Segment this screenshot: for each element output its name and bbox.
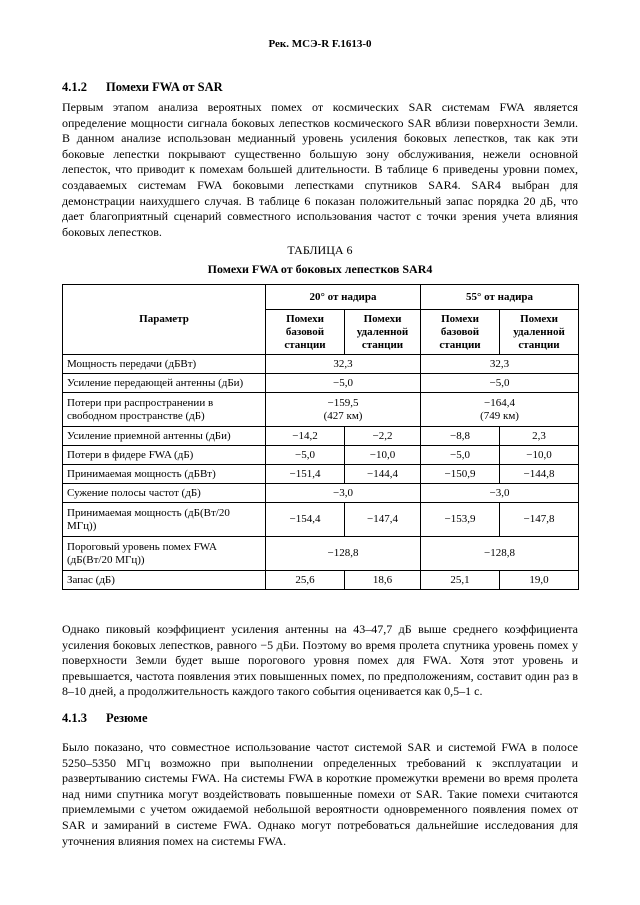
table-row <box>63 537 579 571</box>
cell-value: −8,8 <box>421 427 500 446</box>
cell-value <box>266 393 421 427</box>
cell-value: −147,4 <box>345 503 421 537</box>
cell-value: −10,0 <box>345 446 421 465</box>
section-heading-4-1-3 <box>62 711 148 726</box>
table-row <box>63 374 579 393</box>
sub-header-base: Помехи базовой станции <box>266 310 345 355</box>
table-label: ТАБЛИЦА 6 <box>287 243 353 257</box>
cell-value: −2,2 <box>345 427 421 446</box>
paragraph-peak-gain: Однако пиковый коэффициент усиления антенны на 43–47,7 дБ выше среднего коэффициента усиления боковых лепестков, равного −5 дБи. Поэтому во время пролета спутника уровень помех у поверхности Земли будет выше порогового уровня помех для FWA. Хотя этот уровень и превышается, частота появления этих повышенных помех, по предположениям, составит один раз в 8–10 дней, а продолжительность каждого такого события оценивается как 0,5–1 с. <box>62 622 578 699</box>
table-row <box>63 393 579 427</box>
table-row <box>63 355 579 374</box>
cell-value: 25,6 <box>266 571 345 590</box>
cell-value: 18,6 <box>345 571 421 590</box>
cell-value: −14,2 <box>266 427 345 446</box>
table-row <box>63 465 579 484</box>
cell-value: −5,0 <box>421 374 579 393</box>
cell-value <box>421 393 579 427</box>
cell-value: 2,3 <box>500 427 579 446</box>
cell-value: −144,8 <box>500 465 579 484</box>
table-row <box>63 484 579 503</box>
cell-value: −5,0 <box>266 374 421 393</box>
cell-value: −10,0 <box>500 446 579 465</box>
row-param: Принимаемая мощность (дБ(Вт/20 МГц)) <box>63 503 266 537</box>
cell-value: −154,4 <box>266 503 345 537</box>
table-row <box>63 446 579 465</box>
cell-value: 19,0 <box>500 571 579 590</box>
row-param: Усиление приемной антенны (дБи) <box>63 427 266 446</box>
cell-value: −5,0 <box>421 446 500 465</box>
row-param: Принимаемая мощность (дБВт) <box>63 465 266 484</box>
row-param: Потери в фидере FWA (дБ) <box>63 446 266 465</box>
cell-value: −153,9 <box>421 503 500 537</box>
table-row <box>63 503 579 537</box>
running-header: Рек. МСЭ-R F.1613-0 <box>268 38 372 50</box>
cell-value: −3,0 <box>421 484 579 503</box>
table-row <box>63 571 579 590</box>
cell-value: −144,4 <box>345 465 421 484</box>
cell-value: 32,3 <box>421 355 579 374</box>
sub-header-remote: Помехи удаленной станции <box>345 310 421 355</box>
row-param: Усиление передающей антенны (дБи) <box>63 374 266 393</box>
table-header-row <box>63 285 579 310</box>
group-header-55: 55° от надира <box>421 285 579 310</box>
row-param: Потери при распространении в свободном пространстве (дБ) <box>63 393 266 427</box>
sub-header-base: Помехи базовой станции <box>421 310 500 355</box>
group-header-20: 20° от надира <box>266 285 421 310</box>
cell-value: −151,4 <box>266 465 345 484</box>
section-title: Резюме <box>106 711 148 725</box>
row-param: Пороговый уровень помех FWA (дБ(Вт/20 МГц)) <box>63 537 266 571</box>
section-number: 4.1.3 <box>62 711 87 725</box>
cell-value: 32,3 <box>266 355 421 374</box>
row-param: Сужение полосы частот (дБ) <box>63 484 266 503</box>
section-number: 4.1.2 <box>62 80 87 94</box>
cell-value: −150,9 <box>421 465 500 484</box>
param-header: Параметр <box>63 285 266 355</box>
section-title: Помехи FWA от SAR <box>106 80 223 94</box>
sub-header-remote: Помехи удаленной станции <box>500 310 579 355</box>
cell-value: −5,0 <box>266 446 345 465</box>
cell-value: −128,8 <box>266 537 421 571</box>
paragraph-summary: Было показано, что совместное использование частот системой SAR и системой FWA в полосе 5250–5350 МГц возможно при выполнении определенных требований к эксплуатации и развертыванию системы FWA. На системы FWA в короткие промежутки времени во время пролета над ними спутника могут воздействовать повышенные помехи от SAR. Такие помехи считаются приемлемыми с учетом ожидаемой небольшой вероятности одновременного появления помех от SAR и замираний в системе FWA. Однако могут потребоваться дальнейшие исследования для уточнения влияния помех на системы FWA. <box>62 740 578 848</box>
paragraph-intro: Первым этапом анализа вероятных помех от космических SAR системам FWA является определение мощности сигнала боковых лепестков космического SAR вблизи поверхности Земли. В данном анализе использован медианный уровень усиления боковых лепестков, так как эти боковые лепестки покрывают существенно большую зону обслуживания, нежели основной лепесток, что приводит к помехам большей длительности. В таблице 6 приведены уровни помех, создаваемых системам FWA боковыми лепестками спутников SAR4. SAR4 выбран для демонстрации наихудшего случая. В таблице 6 показан положительный запас порядка 20 дБ, что дает благоприятный сценарий совместного использования частот с точки зрения учета влияния боковых лепестков. <box>62 100 578 239</box>
row-param: Запас (дБ) <box>63 571 266 590</box>
distance-value: (749 км) <box>480 409 519 422</box>
row-param: Мощность передачи (дБВт) <box>63 355 266 374</box>
cell-value: −128,8 <box>421 537 579 571</box>
interference-table <box>62 284 579 590</box>
loss-value: −159,5 <box>327 396 359 409</box>
cell-value: −3,0 <box>266 484 421 503</box>
section-heading-4-1-2 <box>62 80 223 95</box>
table-title: Помехи FWA от боковых лепестков SAR4 <box>207 262 433 276</box>
cell-value: −147,8 <box>500 503 579 537</box>
cell-value: 25,1 <box>421 571 500 590</box>
distance-value: (427 км) <box>323 409 363 422</box>
table-row <box>63 427 579 446</box>
loss-value: −164,4 <box>484 396 515 409</box>
